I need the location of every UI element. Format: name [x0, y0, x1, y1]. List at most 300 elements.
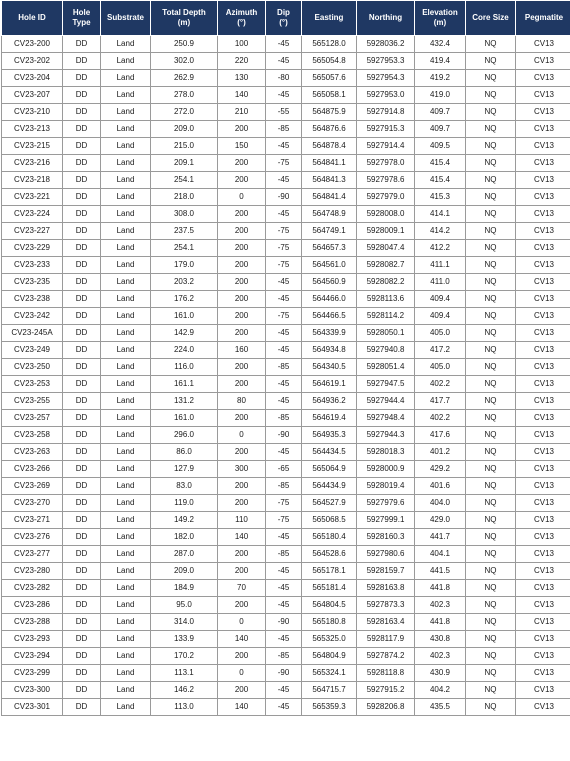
cell-elevation: 417.7	[415, 393, 466, 410]
cell-core-size: NQ	[466, 274, 516, 291]
header-elevation: Elevation (m)	[415, 1, 466, 36]
cell-elevation: 429.0	[415, 512, 466, 529]
cell-substrate: Land	[101, 104, 151, 121]
cell-northing: 5928051.4	[357, 359, 415, 376]
cell-elevation: 411.1	[415, 257, 466, 274]
cell-dip: -45	[266, 529, 302, 546]
cell-substrate: Land	[101, 512, 151, 529]
cell-northing: 5927953.0	[357, 87, 415, 104]
cell-hole-id: CV23-233	[2, 257, 63, 274]
table-row	[2, 444, 570, 461]
cell-total-depth: 170.2	[151, 648, 218, 665]
cell-azimuth: 200	[218, 257, 266, 274]
cell-elevation: 441.8	[415, 614, 466, 631]
cell-dip: -45	[266, 87, 302, 104]
cell-pegmatite: CV13	[516, 138, 570, 155]
cell-easting: 565068.5	[302, 512, 357, 529]
cell-hole-type: DD	[63, 478, 101, 495]
cell-azimuth: 200	[218, 682, 266, 699]
table-row	[2, 699, 570, 716]
cell-dip: -45	[266, 563, 302, 580]
cell-elevation: 409.4	[415, 291, 466, 308]
cell-easting: 565057.6	[302, 70, 357, 87]
cell-core-size: NQ	[466, 223, 516, 240]
cell-easting: 564841.3	[302, 172, 357, 189]
cell-hole-id: CV23-215	[2, 138, 63, 155]
cell-core-size: NQ	[466, 512, 516, 529]
header-row	[2, 1, 570, 36]
cell-azimuth: 140	[218, 529, 266, 546]
cell-core-size: NQ	[466, 87, 516, 104]
cell-core-size: NQ	[466, 189, 516, 206]
cell-hole-id: CV23-238	[2, 291, 63, 308]
cell-easting: 565178.1	[302, 563, 357, 580]
cell-hole-id: CV23-249	[2, 342, 63, 359]
cell-elevation: 402.3	[415, 648, 466, 665]
cell-easting: 565128.0	[302, 36, 357, 53]
cell-substrate: Land	[101, 563, 151, 580]
cell-azimuth: 200	[218, 274, 266, 291]
table-row	[2, 495, 570, 512]
drill-hole-table	[1, 0, 570, 716]
cell-total-depth: 161.1	[151, 376, 218, 393]
cell-hole-id: CV23-250	[2, 359, 63, 376]
cell-elevation: 417.2	[415, 342, 466, 359]
cell-hole-id: CV23-255	[2, 393, 63, 410]
cell-pegmatite: CV13	[516, 478, 570, 495]
cell-pegmatite: CV13	[516, 427, 570, 444]
cell-dip: -85	[266, 478, 302, 495]
cell-elevation: 415.4	[415, 172, 466, 189]
cell-northing: 5928082.7	[357, 257, 415, 274]
cell-easting: 564560.9	[302, 274, 357, 291]
table-row	[2, 529, 570, 546]
cell-core-size: NQ	[466, 648, 516, 665]
cell-hole-id: CV23-258	[2, 427, 63, 444]
cell-substrate: Land	[101, 172, 151, 189]
cell-core-size: NQ	[466, 359, 516, 376]
cell-azimuth: 200	[218, 308, 266, 325]
cell-northing: 5927915.3	[357, 121, 415, 138]
cell-total-depth: 131.2	[151, 393, 218, 410]
table-row	[2, 291, 570, 308]
cell-hole-id: CV23-300	[2, 682, 63, 699]
cell-substrate: Land	[101, 155, 151, 172]
header-total-depth: Total Depth (m)	[151, 1, 218, 36]
cell-dip: -90	[266, 427, 302, 444]
cell-hole-type: DD	[63, 597, 101, 614]
cell-azimuth: 200	[218, 563, 266, 580]
cell-hole-id: CV23-266	[2, 461, 63, 478]
header-hole-type: Hole Type	[63, 1, 101, 36]
cell-core-size: NQ	[466, 155, 516, 172]
cell-hole-id: CV23-269	[2, 478, 63, 495]
cell-substrate: Land	[101, 223, 151, 240]
cell-dip: -45	[266, 291, 302, 308]
cell-easting: 564804.9	[302, 648, 357, 665]
cell-dip: -45	[266, 631, 302, 648]
cell-total-depth: 203.2	[151, 274, 218, 291]
cell-core-size: NQ	[466, 291, 516, 308]
cell-pegmatite: CV13	[516, 172, 570, 189]
cell-hole-id: CV23-235	[2, 274, 63, 291]
cell-northing: 5928163.4	[357, 614, 415, 631]
cell-hole-type: DD	[63, 257, 101, 274]
header-core-size: Core Size	[466, 1, 516, 36]
cell-elevation: 432.4	[415, 36, 466, 53]
table-row	[2, 342, 570, 359]
cell-hole-type: DD	[63, 393, 101, 410]
cell-total-depth: 146.2	[151, 682, 218, 699]
table-row	[2, 206, 570, 223]
cell-northing: 5927954.3	[357, 70, 415, 87]
cell-easting: 564875.9	[302, 104, 357, 121]
cell-core-size: NQ	[466, 70, 516, 87]
cell-total-depth: 314.0	[151, 614, 218, 631]
cell-dip: -45	[266, 138, 302, 155]
table-row	[2, 70, 570, 87]
table-row	[2, 393, 570, 410]
cell-core-size: NQ	[466, 529, 516, 546]
cell-total-depth: 209.1	[151, 155, 218, 172]
cell-dip: -85	[266, 648, 302, 665]
cell-easting: 564841.4	[302, 189, 357, 206]
cell-easting: 564749.1	[302, 223, 357, 240]
cell-pegmatite: CV13	[516, 393, 570, 410]
cell-elevation: 405.0	[415, 325, 466, 342]
cell-hole-id: CV23-213	[2, 121, 63, 138]
cell-substrate: Land	[101, 274, 151, 291]
cell-hole-type: DD	[63, 240, 101, 257]
table-row	[2, 87, 570, 104]
cell-pegmatite: CV13	[516, 53, 570, 70]
cell-elevation: 411.0	[415, 274, 466, 291]
cell-hole-type: DD	[63, 121, 101, 138]
cell-total-depth: 254.1	[151, 240, 218, 257]
cell-core-size: NQ	[466, 325, 516, 342]
cell-substrate: Land	[101, 291, 151, 308]
cell-pegmatite: CV13	[516, 444, 570, 461]
cell-easting: 564340.5	[302, 359, 357, 376]
cell-azimuth: 200	[218, 410, 266, 427]
cell-core-size: NQ	[466, 36, 516, 53]
cell-dip: -45	[266, 36, 302, 53]
table-row	[2, 138, 570, 155]
cell-substrate: Land	[101, 631, 151, 648]
cell-elevation: 401.2	[415, 444, 466, 461]
table-row	[2, 461, 570, 478]
table-row	[2, 648, 570, 665]
cell-total-depth: 209.0	[151, 121, 218, 138]
table-row	[2, 512, 570, 529]
cell-total-depth: 250.9	[151, 36, 218, 53]
cell-hole-id: CV23-294	[2, 648, 63, 665]
cell-azimuth: 200	[218, 172, 266, 189]
cell-hole-type: DD	[63, 53, 101, 70]
cell-easting: 564339.9	[302, 325, 357, 342]
cell-pegmatite: CV13	[516, 563, 570, 580]
cell-hole-type: DD	[63, 648, 101, 665]
cell-azimuth: 0	[218, 614, 266, 631]
cell-easting: 564434.5	[302, 444, 357, 461]
cell-elevation: 435.5	[415, 699, 466, 716]
header-substrate: Substrate	[101, 1, 151, 36]
cell-substrate: Land	[101, 410, 151, 427]
cell-dip: -85	[266, 121, 302, 138]
cell-northing: 5928082.2	[357, 274, 415, 291]
cell-dip: -45	[266, 342, 302, 359]
cell-total-depth: 133.9	[151, 631, 218, 648]
cell-core-size: NQ	[466, 172, 516, 189]
cell-easting: 564561.0	[302, 257, 357, 274]
cell-pegmatite: CV13	[516, 631, 570, 648]
cell-hole-type: DD	[63, 155, 101, 172]
cell-hole-id: CV23-242	[2, 308, 63, 325]
cell-total-depth: 308.0	[151, 206, 218, 223]
cell-azimuth: 200	[218, 291, 266, 308]
cell-pegmatite: CV13	[516, 291, 570, 308]
cell-core-size: NQ	[466, 240, 516, 257]
cell-northing: 5928159.7	[357, 563, 415, 580]
cell-total-depth: 182.0	[151, 529, 218, 546]
table-row	[2, 325, 570, 342]
table-row	[2, 427, 570, 444]
cell-hole-id: CV23-270	[2, 495, 63, 512]
header-northing: Northing	[357, 1, 415, 36]
cell-hole-type: DD	[63, 546, 101, 563]
cell-hole-id: CV23-257	[2, 410, 63, 427]
cell-elevation: 441.7	[415, 529, 466, 546]
cell-hole-type: DD	[63, 461, 101, 478]
table-row	[2, 580, 570, 597]
cell-hole-id: CV23-288	[2, 614, 63, 631]
cell-hole-id: CV23-204	[2, 70, 63, 87]
cell-azimuth: 200	[218, 325, 266, 342]
cell-northing: 5927944.3	[357, 427, 415, 444]
cell-substrate: Land	[101, 461, 151, 478]
cell-dip: -75	[266, 155, 302, 172]
cell-substrate: Land	[101, 206, 151, 223]
cell-hole-type: DD	[63, 70, 101, 87]
cell-northing: 5928163.8	[357, 580, 415, 597]
cell-azimuth: 140	[218, 699, 266, 716]
cell-northing: 5928050.1	[357, 325, 415, 342]
table-row	[2, 478, 570, 495]
cell-pegmatite: CV13	[516, 70, 570, 87]
cell-hole-id: CV23-202	[2, 53, 63, 70]
cell-hole-id: CV23-263	[2, 444, 63, 461]
cell-hole-id: CV23-271	[2, 512, 63, 529]
cell-northing: 5927979.6	[357, 495, 415, 512]
cell-hole-type: DD	[63, 223, 101, 240]
cell-azimuth: 200	[218, 206, 266, 223]
cell-total-depth: 127.9	[151, 461, 218, 478]
cell-azimuth: 130	[218, 70, 266, 87]
cell-substrate: Land	[101, 138, 151, 155]
cell-easting: 564934.8	[302, 342, 357, 359]
cell-northing: 5928036.2	[357, 36, 415, 53]
cell-elevation: 402.2	[415, 410, 466, 427]
cell-dip: -45	[266, 580, 302, 597]
cell-total-depth: 287.0	[151, 546, 218, 563]
cell-dip: -75	[266, 495, 302, 512]
cell-dip: -75	[266, 223, 302, 240]
cell-substrate: Land	[101, 614, 151, 631]
cell-northing: 5927978.6	[357, 172, 415, 189]
cell-hole-type: DD	[63, 206, 101, 223]
cell-northing: 5927940.8	[357, 342, 415, 359]
cell-easting: 564619.4	[302, 410, 357, 427]
cell-elevation: 414.2	[415, 223, 466, 240]
cell-hole-id: CV23-276	[2, 529, 63, 546]
cell-northing: 5927980.6	[357, 546, 415, 563]
cell-hole-id: CV23-282	[2, 580, 63, 597]
cell-elevation: 419.0	[415, 87, 466, 104]
cell-pegmatite: CV13	[516, 87, 570, 104]
cell-core-size: NQ	[466, 444, 516, 461]
cell-dip: -45	[266, 597, 302, 614]
cell-elevation: 430.9	[415, 665, 466, 682]
cell-substrate: Land	[101, 648, 151, 665]
cell-pegmatite: CV13	[516, 36, 570, 53]
cell-elevation: 409.5	[415, 138, 466, 155]
cell-total-depth: 116.0	[151, 359, 218, 376]
cell-elevation: 419.4	[415, 53, 466, 70]
cell-azimuth: 100	[218, 36, 266, 53]
cell-northing: 5927914.4	[357, 138, 415, 155]
cell-total-depth: 113.1	[151, 665, 218, 682]
cell-substrate: Land	[101, 699, 151, 716]
cell-core-size: NQ	[466, 53, 516, 70]
cell-substrate: Land	[101, 87, 151, 104]
cell-hole-type: DD	[63, 359, 101, 376]
cell-elevation: 441.8	[415, 580, 466, 597]
cell-pegmatite: CV13	[516, 121, 570, 138]
cell-dip: -75	[266, 257, 302, 274]
table-row	[2, 308, 570, 325]
table-row	[2, 597, 570, 614]
table-row	[2, 410, 570, 427]
cell-elevation: 402.2	[415, 376, 466, 393]
cell-easting: 565180.8	[302, 614, 357, 631]
cell-hole-type: DD	[63, 274, 101, 291]
table-row	[2, 155, 570, 172]
cell-azimuth: 140	[218, 631, 266, 648]
cell-azimuth: 80	[218, 393, 266, 410]
cell-hole-type: DD	[63, 699, 101, 716]
cell-dip: -45	[266, 376, 302, 393]
cell-northing: 5928114.2	[357, 308, 415, 325]
header-easting: Easting	[302, 1, 357, 36]
table-row	[2, 665, 570, 682]
cell-core-size: NQ	[466, 342, 516, 359]
cell-hole-id: CV23-207	[2, 87, 63, 104]
cell-dip: -85	[266, 410, 302, 427]
cell-easting: 565324.1	[302, 665, 357, 682]
cell-elevation: 409.7	[415, 121, 466, 138]
cell-hole-id: CV23-221	[2, 189, 63, 206]
cell-hole-type: DD	[63, 376, 101, 393]
cell-northing: 5928008.0	[357, 206, 415, 223]
cell-substrate: Land	[101, 427, 151, 444]
cell-hole-type: DD	[63, 614, 101, 631]
cell-azimuth: 200	[218, 121, 266, 138]
cell-core-size: NQ	[466, 393, 516, 410]
cell-total-depth: 86.0	[151, 444, 218, 461]
cell-total-depth: 142.9	[151, 325, 218, 342]
cell-substrate: Land	[101, 240, 151, 257]
cell-substrate: Land	[101, 444, 151, 461]
cell-hole-type: DD	[63, 291, 101, 308]
cell-hole-type: DD	[63, 665, 101, 682]
cell-substrate: Land	[101, 665, 151, 682]
cell-easting: 565181.4	[302, 580, 357, 597]
cell-pegmatite: CV13	[516, 155, 570, 172]
cell-total-depth: 83.0	[151, 478, 218, 495]
header-azimuth: Azimuth (°)	[218, 1, 266, 36]
cell-pegmatite: CV13	[516, 325, 570, 342]
cell-core-size: NQ	[466, 631, 516, 648]
cell-total-depth: 278.0	[151, 87, 218, 104]
cell-pegmatite: CV13	[516, 342, 570, 359]
cell-pegmatite: CV13	[516, 665, 570, 682]
cell-dip: -75	[266, 512, 302, 529]
cell-core-size: NQ	[466, 614, 516, 631]
cell-azimuth: 0	[218, 665, 266, 682]
cell-hole-type: DD	[63, 563, 101, 580]
cell-easting: 564657.3	[302, 240, 357, 257]
cell-dip: -45	[266, 325, 302, 342]
cell-substrate: Land	[101, 597, 151, 614]
cell-pegmatite: CV13	[516, 461, 570, 478]
cell-hole-id: CV23-245A	[2, 325, 63, 342]
cell-elevation: 404.2	[415, 682, 466, 699]
cell-easting: 564804.5	[302, 597, 357, 614]
cell-azimuth: 300	[218, 461, 266, 478]
cell-northing: 5927874.2	[357, 648, 415, 665]
cell-azimuth: 200	[218, 495, 266, 512]
cell-elevation: 409.4	[415, 308, 466, 325]
cell-elevation: 405.0	[415, 359, 466, 376]
cell-hole-type: DD	[63, 529, 101, 546]
cell-dip: -45	[266, 172, 302, 189]
table-body	[2, 36, 570, 716]
cell-dip: -80	[266, 70, 302, 87]
cell-pegmatite: CV13	[516, 597, 570, 614]
cell-core-size: NQ	[466, 376, 516, 393]
cell-azimuth: 200	[218, 240, 266, 257]
cell-core-size: NQ	[466, 308, 516, 325]
cell-total-depth: 179.0	[151, 257, 218, 274]
cell-substrate: Land	[101, 529, 151, 546]
cell-azimuth: 0	[218, 189, 266, 206]
header-dip: Dip (°)	[266, 1, 302, 36]
cell-dip: -85	[266, 546, 302, 563]
cell-azimuth: 220	[218, 53, 266, 70]
cell-pegmatite: CV13	[516, 308, 570, 325]
cell-pegmatite: CV13	[516, 410, 570, 427]
cell-pegmatite: CV13	[516, 359, 570, 376]
cell-total-depth: 161.0	[151, 410, 218, 427]
cell-core-size: NQ	[466, 699, 516, 716]
cell-substrate: Land	[101, 478, 151, 495]
cell-core-size: NQ	[466, 121, 516, 138]
cell-easting: 564936.2	[302, 393, 357, 410]
cell-hole-id: CV23-286	[2, 597, 63, 614]
cell-dip: -90	[266, 614, 302, 631]
cell-hole-id: CV23-299	[2, 665, 63, 682]
table-row	[2, 563, 570, 580]
